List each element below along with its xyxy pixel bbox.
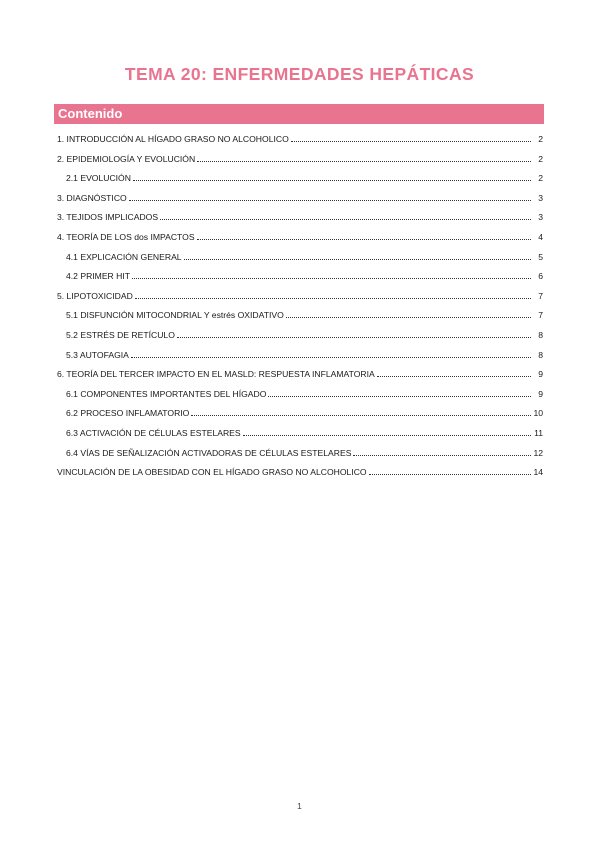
toc-entry[interactable] [66,426,543,438]
toc-entry[interactable] [66,406,543,418]
toc-entry-title: 5. LIPOTOXICIDAD [57,290,133,301]
toc-entry-page: 7 [538,290,543,301]
toc-entry-page: 11 [534,428,543,438]
toc-entry[interactable] [66,328,543,340]
toc-dot-leader [184,259,531,260]
toc-entry-page: 10 [533,408,543,419]
toc-entry-page: 3 [538,192,543,203]
toc-dot-leader [129,200,531,201]
toc-entry-title: 5.1 DISFUNCIÓN MITOCONDRIAL Y estrés OXIDATIVO [66,310,284,321]
toc-entry[interactable] [66,269,543,281]
toc-entry-title: 6.3 ACTIVACIÓN DE CÉLULAS ESTELARES [66,428,241,438]
toc-dot-leader [135,298,531,299]
page-number: 1 [297,801,302,811]
toc-entry-page: 14 [533,467,543,478]
toc-entry[interactable] [66,387,543,399]
toc-entry[interactable] [57,289,543,301]
toc-entry-title: VINCULACIÓN DE LA OBESIDAD CON EL HÍGADO GRASO NO ALCOHOLICO [57,467,367,478]
toc-entry-title: 4.1 EXPLICACIÓN GENERAL [66,251,182,262]
toc-entry-page: 2 [538,153,543,164]
toc-dot-leader [132,278,531,279]
toc-entry-page: 9 [538,388,543,399]
toc-entry-title: 6.4 VÍAS DE SEÑALIZACIÓN ACTIVADORAS DE CÉLULAS ESTELARES [66,447,352,458]
toc-entry[interactable] [66,308,543,320]
toc-entry[interactable] [57,465,543,477]
toc-dot-leader [377,376,531,377]
toc-dot-leader [369,474,531,475]
toc-dot-leader [131,357,531,358]
toc-entry-page: 12 [533,447,543,458]
toc-entry[interactable] [57,210,543,222]
toc-entry[interactable] [66,250,543,262]
toc-entry-title: 4. TEORÍA DE LOS dos IMPACTOS [57,232,195,242]
toc-entry-title: 4.2 PRIMER HIT [66,271,130,282]
toc-entry[interactable] [66,171,543,183]
toc-dot-leader [353,455,531,456]
toc-entry-title: 6.1 COMPONENTES IMPORTANTES DEL HÍGADO [66,388,267,399]
toc-entry-title: 2. EPIDEMIOLOGÍA Y EVOLUCIÓN [57,153,196,164]
toc-dot-leader [177,337,531,338]
toc-entry[interactable] [66,348,543,360]
toc-entry-page: 6 [538,271,543,282]
toc-entry-title: 3. DIAGNÓSTICO [57,192,127,203]
toc-dot-leader [191,415,531,416]
toc-heading: Contenido [54,104,544,124]
toc-dot-leader [286,317,531,318]
toc-dot-leader [243,435,531,436]
toc-entry-title: 2.1 EVOLUCIÓN [66,173,131,184]
toc-dot-leader [291,141,531,142]
toc-entry[interactable] [57,152,543,164]
toc-entry[interactable] [57,230,543,242]
toc-dot-leader [197,239,531,240]
toc-entry-page: 3 [538,212,543,223]
toc-entry-title: 5.3 AUTOFAGIA [66,349,129,360]
toc-entry[interactable] [57,191,543,203]
toc-entry-title: 1. INTRODUCCIÓN AL HÍGADO GRASO NO ALCOHOLICO [57,134,289,144]
toc-dot-leader [133,180,531,181]
toc-entry-page: 9 [538,369,543,380]
toc-entry-title: 6. TEORÍA DEL TERCER IMPACTO EN EL MASLD: RESPUESTA INFLAMATORIA [57,369,375,380]
toc-entry[interactable] [66,446,543,458]
toc-entry-title: 5.2 ESTRÉS DE RETÍCULO [66,330,175,340]
toc-entry-page: 2 [538,173,543,184]
toc-dot-leader [160,219,531,220]
toc-entry-page: 2 [538,134,543,144]
toc-entry-page: 8 [538,330,543,340]
toc-entry-page: 5 [538,251,543,262]
toc-dot-leader [268,396,531,397]
toc-entry-page: 7 [538,310,543,321]
toc-entry-title: 3. TEJIDOS IMPLICADOS [57,212,159,223]
document-title: TEMA 20: ENFERMEDADES HEPÁTICAS [124,64,475,84]
toc-dot-leader [197,161,531,162]
toc-entry-title: 6.2 PROCESO INFLAMATORIO [66,408,190,419]
toc-entry-page: 4 [538,232,543,242]
toc-entry[interactable] [57,132,543,144]
toc-entry-page: 8 [538,349,543,360]
toc-entry[interactable] [57,367,543,379]
